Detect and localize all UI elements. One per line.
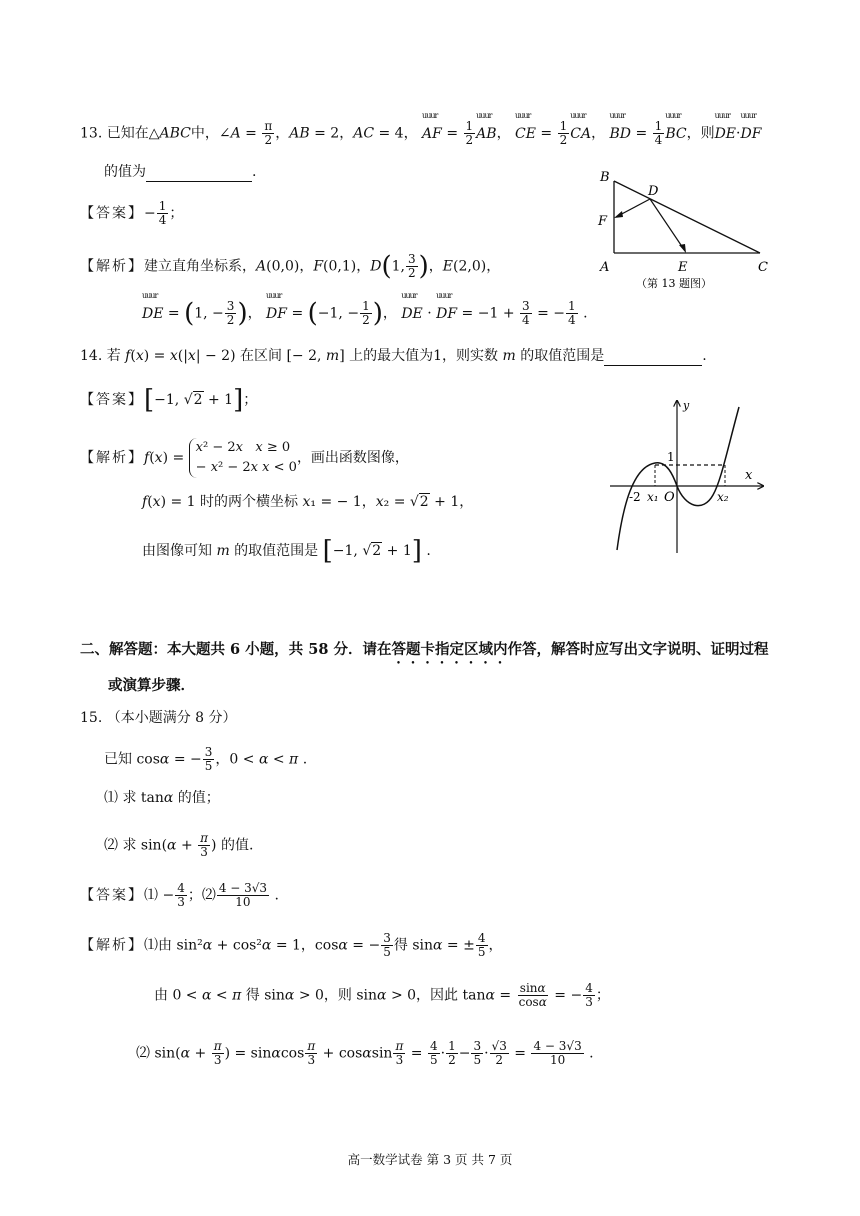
q14-analysis-tag: 【解析】 bbox=[80, 450, 144, 466]
q13-analysis-tag: 【解析】 bbox=[80, 258, 144, 275]
q14-number: 14. bbox=[80, 348, 103, 364]
graph-x1-label: x₁ bbox=[647, 490, 659, 504]
q15-header bbox=[80, 708, 237, 728]
q13-analysis: 【解析】建立直角坐标系，A(0,0)，F(0,1)，D(1, $\frac{3}{2}$ )，E(2,0)， bbox=[80, 251, 501, 282]
q14-answer-tag: 【答案】 bbox=[80, 392, 144, 408]
fig-label-f: F bbox=[598, 214, 608, 229]
section2-dotted: 答题卡指定区域内 bbox=[391, 641, 508, 658]
graph-neg2-label: -2 bbox=[629, 490, 641, 504]
q13-answer-blank bbox=[146, 165, 252, 182]
graph-o-label: O bbox=[664, 490, 675, 505]
q15-answer: 【答案】⑴ − $\frac{4}{3}$ ；⑵ $\frac{4 - 3√3}{10}$ . bbox=[80, 881, 279, 909]
q15-number: 15. bbox=[80, 710, 103, 726]
graph-x2-label: x₂ bbox=[717, 490, 729, 504]
page-footer: 高一数学试卷 第 3 页 共 7 页 bbox=[347, 1152, 513, 1167]
fig-label-b: B bbox=[600, 170, 610, 185]
q15-answer-tag: 【答案】 bbox=[80, 887, 144, 904]
q15-part1: ⑴ 求 tanα 的值； bbox=[104, 790, 220, 806]
q13-line1: 13. 已知在△ABC中，∠A = $\frac{\pi}{2}$ ，AB = 2，AC = 4， uuur AF = $\frac{1}{2}$ uuur AB， uuur CE = $\frac{1}{2}$ uuur CA， uuur BD = $\frac{1}{4}$ uuur BC，则uuur DE·uuur DF bbox=[80, 120, 761, 147]
q13-value-label: 的值为 bbox=[104, 164, 146, 180]
q15-analysis-1: 【解析】⑴由 sin²α + cos²α = 1，cosα = − $\frac{3}{5}$ 得 sinα = ± $\frac{4}{5}$ ， bbox=[80, 931, 503, 959]
q14-function-graph bbox=[605, 395, 770, 555]
q14-draw: ，画出函数图像， bbox=[296, 450, 409, 466]
q15-analysis-3: ⑵ sin(α + $\frac{\pi}{3}$ ) = sinαcos $\frac{\pi}{3}$ + cosαsin $\frac{\pi}{3}$ = $\frac{4}{5}$ · $\frac{1}{2}$ − $\frac{3}{5}$ · $\frac{√3}{2}$ = $\frac{4 - 3√3}{10}$ . bbox=[136, 1039, 594, 1067]
q15-analysis-2: 由 0 < α < π 得 sinα > 0，则 sinα > 0，因此 tanα = $\frac{\sin\alpha}{\cos\alpha}$ = − $\frac{4}{3}$ ； bbox=[154, 981, 610, 1009]
q13-angle-frac: $\frac{\pi}{2}$ bbox=[264, 119, 273, 147]
q13-analysis-line2: uuur DE = (1, − $\frac{3}{2}$ )， uuur DF = (−1, − $\frac{1}{2}$ )， uuur DE · uuur DF = −1 + $\frac{3}{4}$ = − $\frac{1}{4}$ . bbox=[142, 300, 588, 327]
section2-heading: 二、解答题：本大题共 6 小题，共 58 分．请在答题卡指定区域内作答，解答时应写出文字说明、证明过程 bbox=[80, 641, 769, 658]
q14-line3: 由图像可知 m 的取值范围是 [−1, √2 + 1] . bbox=[142, 536, 431, 566]
fig-label-e: E bbox=[678, 260, 688, 275]
fig-caption: （第 13 题图） bbox=[636, 277, 712, 290]
q13-answer: 【答案】− $\frac{1}{4}$ ； bbox=[80, 199, 184, 227]
fig-label-d: D bbox=[648, 184, 659, 199]
q14-analysis: 【解析】f(x) = x² − 2x x ≥ 0 − x² − 2x x < 0 ，画出函数图像， bbox=[80, 438, 409, 478]
q13-number: 13. bbox=[80, 125, 103, 142]
q13-vec-bd: uuur BD bbox=[610, 124, 632, 144]
q13-vec-af: uuur AF bbox=[422, 124, 442, 144]
q13-answer-tag: 【答案】 bbox=[80, 205, 144, 222]
q14-answer: 【答案】[−1, √2 + 1]； bbox=[80, 385, 258, 415]
q15-given: 已知 cosα = − $\frac{3}{5}$ ，0 < α < π . bbox=[104, 745, 308, 773]
q15-score: （本小题满分 8 分） bbox=[106, 710, 237, 726]
graph-y-label: y bbox=[683, 399, 690, 412]
q13-text-b: 中，∠A = bbox=[190, 125, 257, 142]
graph-x-label: x bbox=[745, 468, 753, 483]
q13-line2: 的值为 . bbox=[104, 164, 257, 180]
fig-label-a: A bbox=[600, 260, 610, 275]
graph-one-label: 1 bbox=[667, 450, 675, 464]
q14-line2: f(x) = 1 时的两个横坐标 x₁ = − 1，x₂ = √2 + 1， bbox=[142, 494, 474, 510]
section2-heading-c: 或演算步骤． bbox=[108, 677, 195, 694]
q13-vec-ce: uuur CE bbox=[515, 124, 536, 144]
q14-line1: 14. 若 f(x) = x(|x| − 2) 在区间 [− 2, m] 上的最大值为1，则实数 m 的取值范围是 . bbox=[80, 348, 707, 364]
q15-analysis-tag: 【解析】 bbox=[80, 937, 144, 954]
q14-answer-blank bbox=[604, 349, 702, 366]
q13-triangle-figure bbox=[590, 165, 780, 295]
q15-part2: ⑵ 求 sin(α + $\frac{\pi}{3}$ ) 的值. bbox=[104, 831, 254, 859]
q13-abc: ABC bbox=[159, 125, 191, 142]
q13-text-a: 已知在△ bbox=[106, 125, 160, 142]
fig-label-c: C bbox=[758, 260, 768, 275]
